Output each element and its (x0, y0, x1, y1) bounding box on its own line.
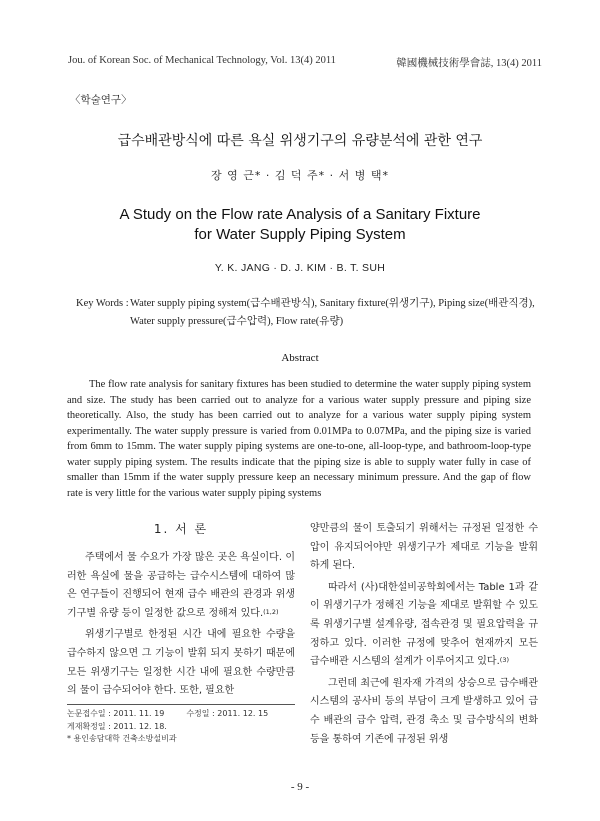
author-affiliation: * 용인송담대학 건축소방설비과 (67, 734, 177, 743)
title-english (0, 205, 600, 245)
received-date: 논문접수일 : 2011. 11. 19 (67, 709, 165, 718)
keywords-line2: Water supply pressure(급수압력), Flow rate(유량) (130, 316, 344, 327)
article-type-tag: 〈학술연구〉 (70, 94, 132, 106)
intro-paragraph-2-cont: 양만큼의 물이 토출되기 위해서는 규정된 일정한 수압이 유지되어야만 위생기구가 제대로 기능을 발휘하게 된다. (310, 523, 538, 572)
intro-paragraph-4: 그런데 최근에 원자재 가격의 상승으로 급수배관 시스템의 공사비 등의 부담이 크게 발생하고 있어 급수 배관의 급수 압력, 관경 축소 및 급수방식의 변화 등을 통하여 기존에 규정된 위생 (310, 677, 538, 745)
section-heading-introduction: 1. 서 론 (153, 522, 209, 536)
authors-korean: 장 영 근* · 김 덕 주* · 서 병 택* (210, 169, 390, 182)
running-header (58, 55, 542, 69)
footnote-dates (67, 708, 327, 721)
footnote-divider (67, 704, 295, 705)
abstract-body: The flow rate analysis for sanitary fixtures has been studied to determine the water supply piping system and size. The study has been carried out to analyze for a various water supply pressure and piping size theoretically. Also, the study has been carried out to analyze for a various water supply piping system experimentally. The water supply pressure is varied from 0.01MPa to 0.07MPa, and the piping size is varied from 6mm to 15mm. The water supply piping systems are one-to-one, all-loop-type, and bathroom-loop-type water supply piping system. The results indicate that the piping size is able to supply water fully in case of smaller than 15mm if the water supply pressure keep an necessary minimum pressure. And the gap of flow rate is very little for the various water supply piping systems (67, 379, 531, 499)
intro-paragraph-1 (67, 549, 295, 623)
journal-name-en: Jou. of Korean Soc. of Mechanical Technology, Vol. 13(4) 2011 (68, 55, 336, 66)
keywords-label: Key Words : (76, 298, 129, 309)
footnotes (67, 708, 327, 746)
revised-date: 수정일 : 2011. 12. 15 (186, 709, 269, 718)
citation-3: (3) (499, 656, 509, 665)
intro-paragraph-3-text: 따라서 (사)대한설비공학회에서는 Table 1과 같이 위생기구가 정해진 기능을 제대로 발휘할 수 있도록 위생기구별 설계유량, 접속관경 및 필요압력을 규정하고 있다. 이러한 규정에 맞추어 현재까지 모든 급수배관 시스템의 설계가 이루어지고 있다. (310, 581, 538, 668)
authors-english: Y. K. JANG · D. J. KIM · B. T. SUH (214, 262, 386, 274)
title-english-line1: A Study on the Flow rate Analysis of a Sanitary Fixture (119, 206, 481, 223)
keywords-line1: Water supply piping system(급수배관방식), Sanitary fixture(위생기구), Piping size(배관직경), (130, 298, 535, 309)
abstract-heading: Abstract (281, 352, 319, 364)
journal-name-kr: 韓國機械技術學會誌, 13(4) 2011 (396, 58, 542, 69)
intro-paragraph-1-text: 주택에서 물 수요가 가장 많은 곳은 욕실이다. 이러한 욕실에 물을 공급하는 급수시스템에 대하여 많은 연구들이 진행되어 현재 급수 배관의 관경과 위생기구별 유량 등이 일정한 값으로 정해져 있다. (67, 552, 295, 619)
page-number: - 9 - (290, 781, 310, 793)
intro-paragraph-2: 위생기구별로 한정된 시간 내에 필요한 수량을 급수하지 않으면 그 기능이 발휘 되지 못하기 때문에 모든 위생기구는 일정한 시간 내에 필요한 수량만큼의 물이 급수되어야 한다. 또한, 필요한 (67, 629, 295, 697)
intro-paragraph-3 (310, 579, 538, 672)
column-left (67, 520, 295, 704)
accepted-date: 게재확정일 : 2011. 12. 18. (67, 721, 167, 731)
citation-1-2: (1,2) (263, 607, 279, 616)
column-right (310, 520, 538, 752)
title-korean: 급수배관방식에 따른 욕실 위생기구의 유량분석에 관한 연구 (117, 133, 483, 149)
title-english-line2: for Water Supply Piping System (194, 226, 406, 243)
